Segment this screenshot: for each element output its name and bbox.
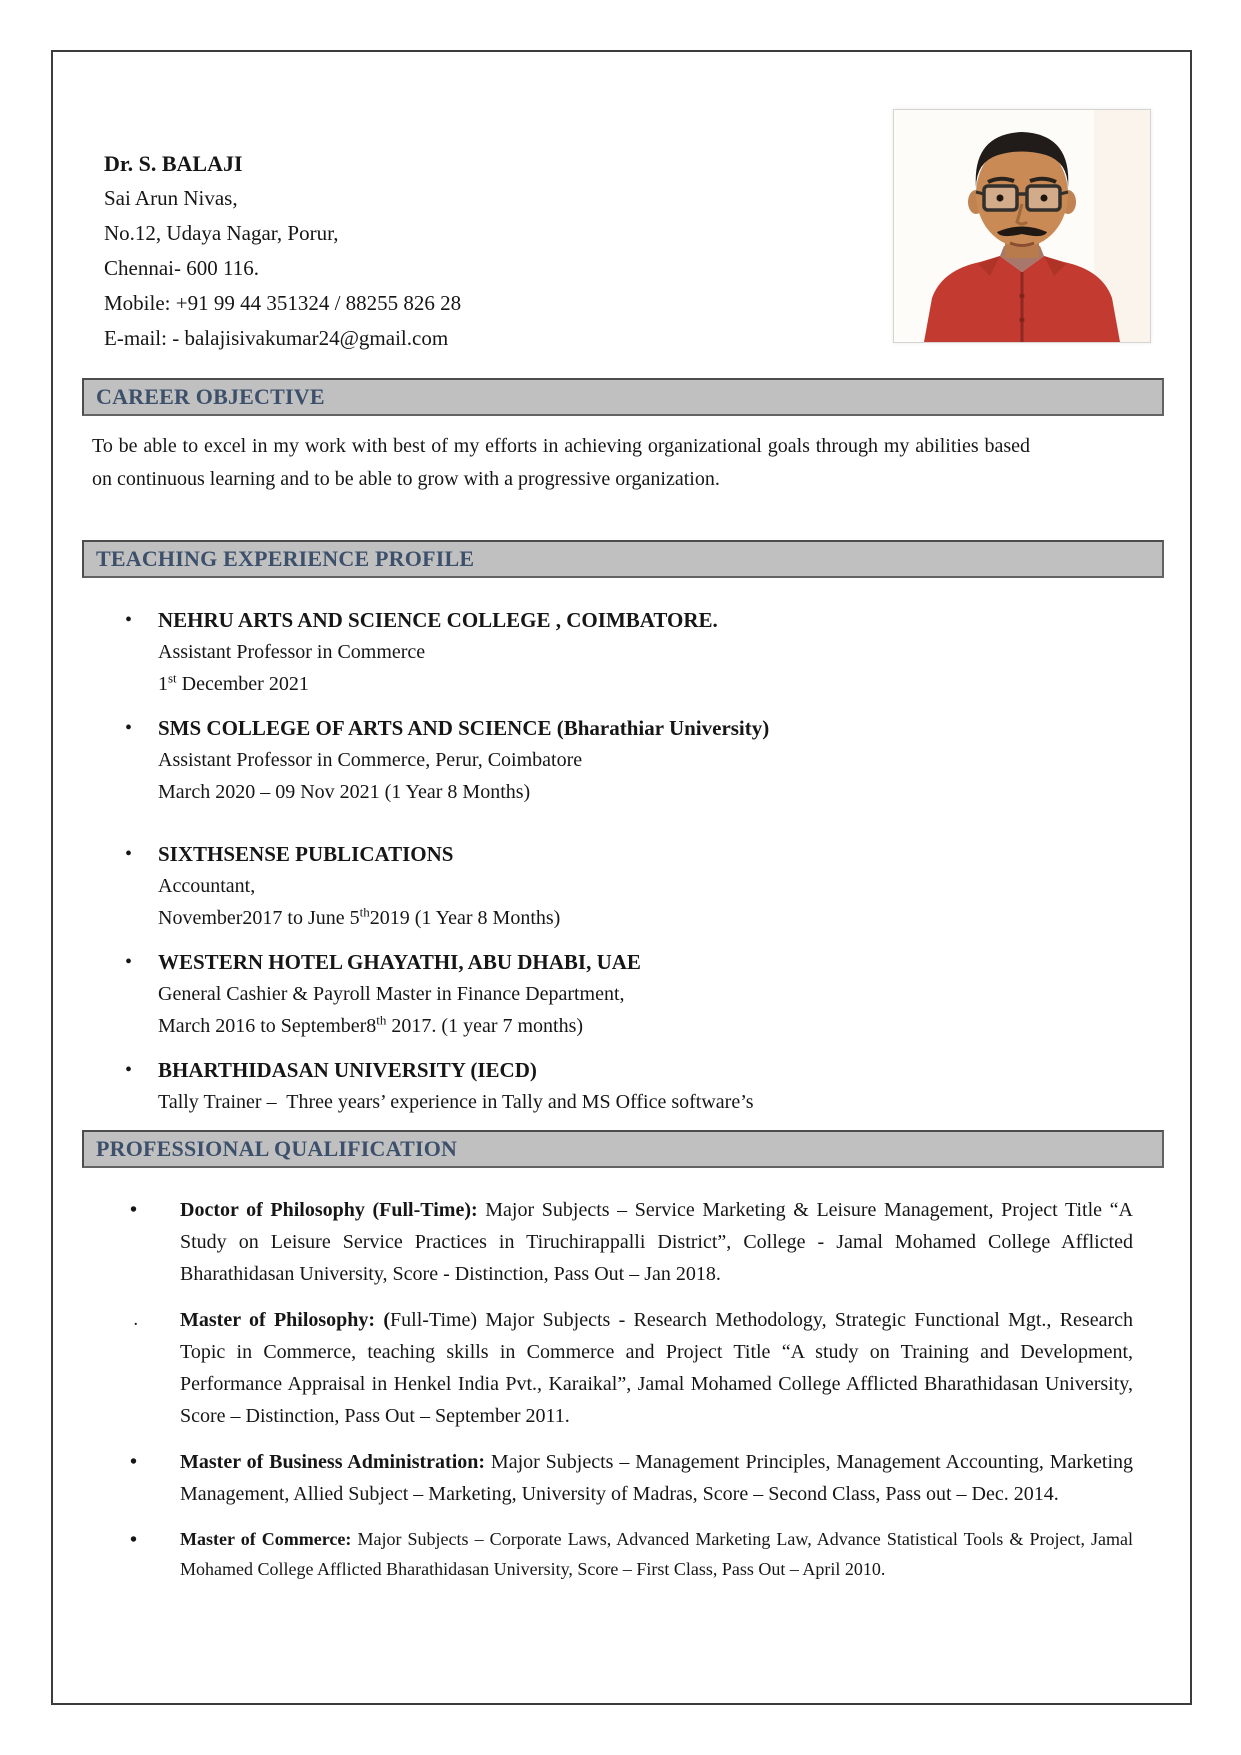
section-heading-teaching-experience (82, 540, 1164, 578)
employment-dates: March 2016 to September8th 2017. (1 year 7 months) (158, 1012, 584, 1037)
employment-dates: March 2020 – 09 Nov 2021 (1 Year 8 Months) (158, 781, 531, 803)
degree-details: Major Subjects – Management Principles, Management Accounting, Marketing Management, Allied Subject – Marketing, University of Madras, Score – Second Class, Pass out – Dec. 2014. (180, 1451, 1134, 1505)
degree-name: Master of Philosophy: ( (180, 1309, 391, 1331)
mobile-number: Mobile: +91 99 44 351324 / 88255 826 28 (104, 291, 462, 315)
job-role: Tally Trainer – Three years’ experience in Tally and MS Office software’s (158, 1091, 754, 1113)
degree-name: Master of Business Administration: (180, 1451, 486, 1473)
employer-name: • NEHRU ARTS AND SCIENCE COLLEGE , COIMBATORE. (158, 608, 718, 632)
degree-name: Master of Commerce: (180, 1529, 352, 1549)
experience-item-sixthsense-publications (82, 838, 1164, 934)
experience-item-nehru-college (82, 604, 1164, 700)
qualification-item-mphil (82, 1304, 1133, 1432)
employment-dates: November2017 to June 5th2019 (1 Year 8 Months) (158, 904, 561, 929)
address-line-2: No.12, Udaya Nagar, Porur, (104, 221, 339, 245)
qualification-item-phd (82, 1194, 1133, 1290)
qualification-item-mba (82, 1446, 1133, 1510)
job-role: Accountant, (158, 875, 256, 897)
person-portrait-illustration (894, 110, 1150, 342)
career-objective-text: To be able to excel in my work with best of my efforts in achieving organizational goals through my abilities based on continuous learning and to be able to grow with a progressive organization. (92, 435, 1030, 490)
job-role: General Cashier & Payroll Master in Finance Department, (158, 983, 625, 1005)
teaching-experience-list (82, 604, 1164, 1118)
section-heading-label: TEACHING EXPERIENCE PROFILE (96, 546, 475, 571)
degree-details: Full-Time) Major Subjects - Research Methodology, Strategic Functional Mgt., Research Topic in Commerce, teaching skills in Commerce and Project Title “A study on Training and Development, Performance Appraisal in Henkel India Pvt., Karaikal”, Jamal Mohamed College Afflicted Bharathidasan University, Score – Distinction, Pass Out – September 2011. (180, 1309, 1133, 1427)
section-heading-label: CAREER OBJECTIVE (96, 384, 325, 409)
employer-name: • SIXTHSENSE PUBLICATIONS (158, 842, 454, 866)
qualification-item-mcom (82, 1524, 1133, 1584)
section-heading-professional-qualification (82, 1130, 1164, 1168)
job-role: Assistant Professor in Commerce, Perur, Coimbatore (158, 749, 583, 771)
degree-details: Major Subjects – Corporate Laws, Advanced Marketing Law, Advance Statistical Tools & Project, Jamal Mohamed College Afflicted Bharathidasan University, Score – First Class, Pass Out – April 2010. (180, 1529, 1133, 1579)
employment-dates: 1st December 2021 (158, 670, 309, 695)
employer-name: • SMS COLLEGE OF ARTS AND SCIENCE (Bharathiar University) (158, 716, 770, 740)
section-heading-label: PROFESSIONAL QUALIFICATION (96, 1136, 458, 1161)
employer-name: • WESTERN HOTEL GHAYATHI, ABU DHABI, UAE (158, 950, 641, 974)
person-name: Dr. S. BALAJI (104, 151, 243, 176)
degree-details: Major Subjects – Service Marketing & Leisure Management, Project Title “A Study on Leisure Service Practices in Tiruchirappalli District”, College - Jamal Mohamed College Afflicted Bharathidasan University, Score - Distinction, Pass Out – Jan 2018. (180, 1199, 1133, 1285)
professional-qualification-list (82, 1194, 1133, 1584)
experience-item-sms-college (82, 712, 1164, 808)
experience-item-western-hotel (82, 946, 1164, 1042)
employer-name: • BHARTHIDASAN UNIVERSITY (IECD) (158, 1058, 537, 1082)
profile-photo (893, 109, 1151, 343)
section-heading-career-objective (82, 378, 1164, 416)
address-line-1: Sai Arun Nivas, (104, 186, 238, 210)
address-line-3: Chennai- 600 116. (104, 256, 259, 280)
degree-name: Doctor of Philosophy (Full-Time): (180, 1199, 478, 1221)
page-border-frame (51, 50, 1192, 1705)
experience-item-bharthidasan-university (82, 1054, 1164, 1118)
job-role: Assistant Professor in Commerce (158, 641, 426, 663)
email-address: E-mail: - balajisivakumar24@gmail.com (104, 326, 449, 350)
